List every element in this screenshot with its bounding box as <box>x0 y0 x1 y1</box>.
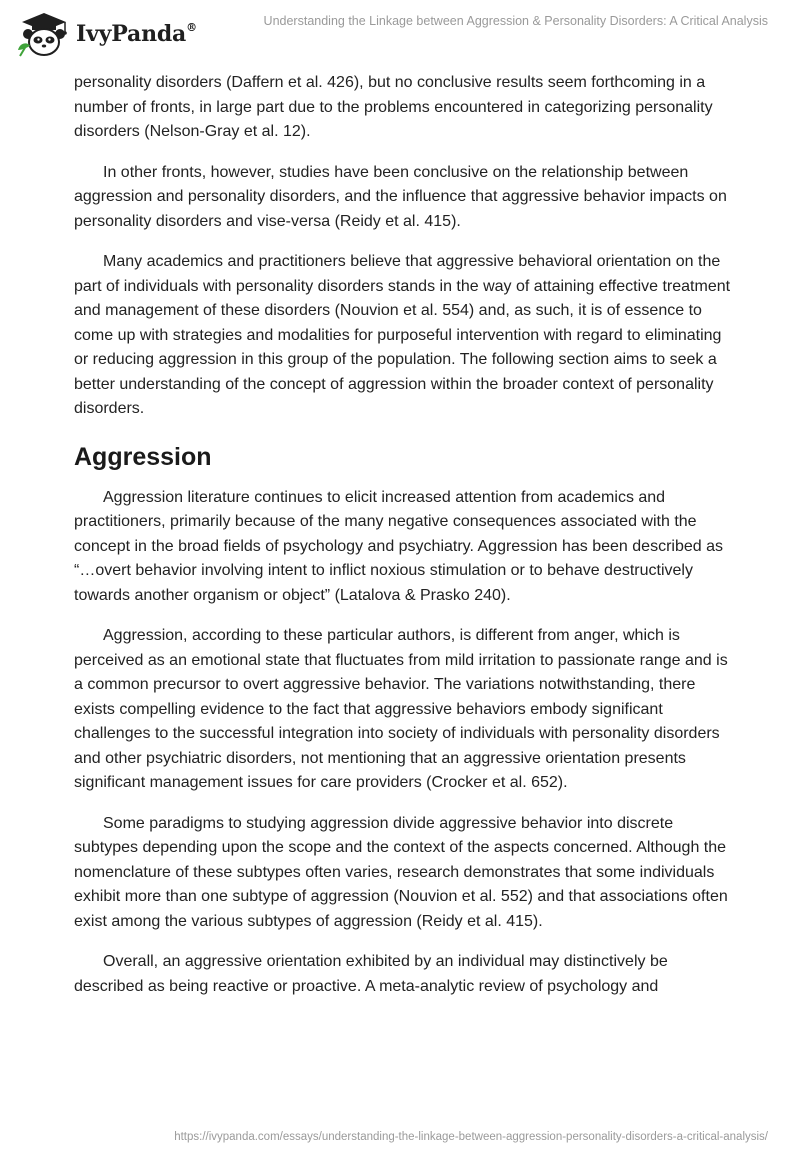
paragraph: In other fronts, however, studies have been conclusive on the relationship between aggression and personality disorders, and the influence that aggressive behavior impacts on personality disorders and vise-versa (Reidy et al. 415). <box>74 163 727 230</box>
paragraph: Some paradigms to studying aggression divide aggressive behavior into discrete subtypes depending upon the scope and the context of the aspects concerned. Although the nomenclature of these subtypes often varies, research demonstrates that some individuals exhibit more than one subtype of aggression (Nouvion et al. 552) and that associations often exist among the various subtypes of aggression (Reidy et al. 415). <box>74 814 728 930</box>
document-title: Understanding the Linkage between Aggression & Personality Disorders: A Critical Analysis <box>263 14 768 28</box>
paragraph: Many academics and practitioners believe that aggressive behavioral orientation on the part of individuals with personality disorders stands in the way of attaining effective treatment and management of these disorders (Nouvion et al. 554) and, as such, it is of essence to come up with strategies and modalities for purposeful intervention with regard to eliminating or reducing aggression in this group of the population. The following section aims to seek a better understanding of the concept of aggression within the broader context of personality disorders. <box>74 253 731 417</box>
essay-body <box>74 71 734 1015</box>
section-heading: Aggression <box>74 442 212 471</box>
source-url-link[interactable]: https://ivypanda.com/essays/understanding-the-linkage-between-aggression-personality-disorders-a-critical-analysis/ <box>174 1131 768 1143</box>
ivypanda-logo[interactable] <box>14 10 197 58</box>
paragraph: personality disorders (Daffern et al. 426), but no conclusive results seem forthcoming in a number of fronts, in large part due to the problems encountered in categorizing personality disorders (Nelson-Gray et al. 12). <box>74 74 713 140</box>
paragraph: Overall, an aggressive orientation exhibited by an individual may distinctively be described as being reactive or proactive. A meta-analytic review of psychology and <box>74 953 668 995</box>
page-header <box>0 0 800 70</box>
panda-graduate-icon <box>14 10 74 58</box>
paragraph: Aggression literature continues to elicit increased attention from academics and practitioners, primarily because of the many negative consequences associated with the concept in the broad fields of psychology and psychiatry. Aggression has been described as “…overt behavior involving intent to inflict noxious stimulation or to behave destructively towards another organism or object” (Latalova & Prasko 240). <box>74 488 723 604</box>
paragraph: Aggression, according to these particular authors, is different from anger, which is perceived as an emotional state that fluctuates from mild irritation to passionate range and is a common precursor to overt aggressive behavior. The variations notwithstanding, there exists compelling evidence to the fact that aggressive behaviors embody significant challenges to the successful integration into society of individuals with personality disorders and other psychiatric disorders, not mentioning that an aggressive orientation presents significant management issues for care providers (Crocker et al. 652). <box>74 627 728 791</box>
brand-name: IvyPanda® <box>76 21 197 47</box>
